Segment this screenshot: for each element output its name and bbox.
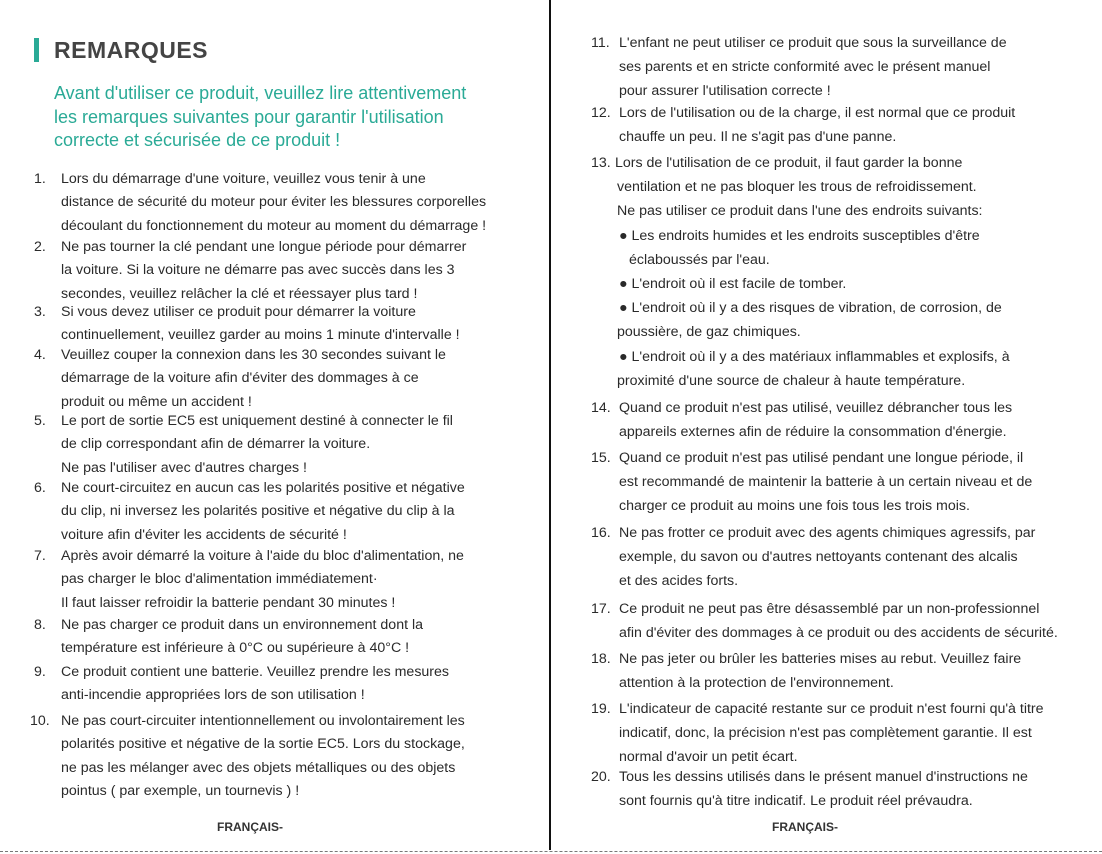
remark-number: 15. xyxy=(591,450,611,466)
intro-line: Avant d'utiliser ce produit, veuillez lire attentivement xyxy=(54,83,467,103)
right-page xyxy=(552,0,1102,854)
remark-line: Ne pas frotter ce produit avec des agents chimiques agressifs, par xyxy=(619,525,1036,541)
remark-text xyxy=(61,168,486,238)
remark-text xyxy=(61,344,446,414)
remark-line: de clip correspondant afin de démarrer la voiture. xyxy=(61,436,371,453)
remark-line: sont fournis qu'à titre indicatif. Le produit réel prévaudra. xyxy=(619,793,973,810)
remark-number: 16. xyxy=(591,525,611,541)
intro-line: les remarques suivantes pour garantir l'utilisation xyxy=(54,106,444,127)
remark-line: chauffe un peu. Il ne s'agit pas d'une panne. xyxy=(619,129,897,146)
remark-number: 4. xyxy=(34,347,46,363)
page-footer-left: FRANÇAIS- xyxy=(217,820,283,834)
page-footer-right: FRANÇAIS- xyxy=(772,820,838,834)
remark-line: ● L'endroit où il est facile de tomber. xyxy=(619,276,847,293)
remark-line: distance de sécurité du moteur pour éviter les blessures corporelles xyxy=(61,194,487,211)
remark-item xyxy=(591,151,1010,393)
remark-line: la voiture. Si la voiture ne démarre pas avec succès dans les 3 xyxy=(61,262,455,279)
remark-line: continuellement, veuillez garder au moins 1 minute d'intervalle ! xyxy=(61,327,460,344)
remark-line: Tous les dessins utilisés dans le présent manuel d'instructions ne xyxy=(619,769,1028,785)
remark-number: 10. xyxy=(30,713,50,729)
remark-line: pas charger le bloc d'alimentation immédiatement· xyxy=(61,571,378,588)
remark-line: température est inférieure à 0°C ou supérieure à 40°C ! xyxy=(61,640,410,657)
remark-item xyxy=(34,545,464,615)
remark-line: Lors du démarrage d'une voiture, veuillez vous tenir à une xyxy=(61,171,426,187)
remark-number: 14. xyxy=(591,400,611,416)
remark-line: Veuillez couper la connexion dans les 30 secondes suivant le xyxy=(61,347,446,363)
remark-text xyxy=(619,597,1058,645)
bottom-cut-line xyxy=(0,851,1102,852)
remark-line: appareils externes afin de réduire la consommation d'énergie. xyxy=(619,424,1007,441)
remark-number: 1. xyxy=(34,171,46,187)
remark-line: Ce produit ne peut pas être désassemblé par un non-professionnel xyxy=(619,601,1040,617)
remark-text xyxy=(61,710,465,804)
remark-text xyxy=(61,614,423,661)
remark-text xyxy=(619,396,1012,444)
remark-text xyxy=(619,521,1035,594)
remark-line: ● L'endroit où il y a des matériaux inflammables et explosifs, à xyxy=(619,348,1010,365)
remark-line: éclaboussés par l'eau. xyxy=(629,251,770,268)
remark-line: ● L'endroit où il y a des risques de vibration, de corrosion, de xyxy=(619,300,1002,317)
remark-item xyxy=(30,710,465,804)
remark-item xyxy=(34,301,460,348)
intro-line: correcte et sécurisée de ce produit ! xyxy=(54,130,341,150)
remark-text xyxy=(619,697,1044,770)
remark-line: attention à la protection de l'environnement. xyxy=(619,675,894,692)
remark-line: Si vous devez utiliser ce produit pour démarrer la voiture xyxy=(61,304,416,320)
remark-text xyxy=(61,301,460,348)
remark-line: ne pas les mélanger avec des objets métalliques ou des objets xyxy=(61,759,456,776)
remark-text xyxy=(619,647,1021,695)
remark-line: indicatif, donc, la précision n'est pas complètement garantie. Il est xyxy=(619,725,1032,742)
remark-item xyxy=(34,168,486,238)
remark-number: 20. xyxy=(591,769,611,785)
remark-line: L'indicateur de capacité restante sur ce produit n'est fourni qu'à titre xyxy=(619,701,1044,717)
remark-line: Quand ce produit n'est pas utilisé, veuillez débrancher tous les xyxy=(619,400,1013,416)
remark-item xyxy=(34,344,446,414)
page-divider xyxy=(549,0,551,850)
remark-line: polarités positive et négative de la sortie EC5. Lors du stockage, xyxy=(61,736,465,753)
remark-line: Ne pas court-circuiter intentionnellement ou involontairement les xyxy=(61,713,465,729)
remark-line: normal d'avoir un petit écart. xyxy=(619,749,798,766)
remark-text xyxy=(615,151,1010,393)
remark-text xyxy=(619,31,1007,104)
remark-item xyxy=(591,521,1035,594)
remark-item xyxy=(591,31,1007,104)
remark-line: Le port de sortie EC5 est uniquement destiné à connecter le fil xyxy=(61,413,453,429)
remark-text xyxy=(619,765,1028,813)
remark-item xyxy=(34,614,423,661)
remark-item xyxy=(591,765,1028,813)
remark-item xyxy=(591,396,1012,444)
remark-text xyxy=(61,545,464,615)
remark-line: Lors de l'utilisation ou de la charge, il est normal que ce produit xyxy=(619,105,1016,121)
remark-line: poussière, de gaz chimiques. xyxy=(617,324,801,341)
remark-text xyxy=(61,410,453,480)
remark-number: 7. xyxy=(34,548,46,564)
remark-line: Ne court-circuitez en aucun cas les polarités positive et négative xyxy=(61,480,465,496)
remark-line: charger ce produit au moins une fois tous les trois mois. xyxy=(619,498,970,515)
remark-text xyxy=(61,661,449,708)
remark-line: proximité d'une source de chaleur à haute température. xyxy=(617,372,966,389)
remark-line: afin d'éviter des dommages à ce produit ou des accidents de sécurité. xyxy=(619,625,1058,642)
remark-item xyxy=(591,446,1032,519)
remark-line: du clip, ni inversez les polarités positive et négative du clip à la xyxy=(61,503,455,520)
remark-text xyxy=(61,477,465,547)
remark-number: 18. xyxy=(591,651,611,667)
remark-number: 17. xyxy=(591,601,611,617)
remark-number: 11. xyxy=(591,35,610,51)
remark-number: 5. xyxy=(34,413,46,429)
heading-accent-bar xyxy=(34,38,39,62)
remark-line: est recommandé de maintenir la batterie à un certain niveau et de xyxy=(619,474,1033,491)
remark-line: produit ou même un accident ! xyxy=(61,393,252,410)
remark-line: pointus ( par exemple, un tournevis ) ! xyxy=(61,783,300,800)
remark-line: Après avoir démarré la voiture à l'aide du bloc d'alimentation, ne xyxy=(61,548,464,564)
remark-line: Ne pas charger ce produit dans un environnement dont la xyxy=(61,617,424,633)
remark-number: 8. xyxy=(34,617,46,633)
remark-line: découlant du fonctionnement du moteur au moment du démarrage ! xyxy=(61,217,487,234)
remark-text xyxy=(61,236,466,306)
remark-line: ses parents et en stricte conformité avec le présent manuel xyxy=(619,59,991,76)
remark-line: voiture afin d'éviter les accidents de sécurité ! xyxy=(61,526,347,543)
remark-item xyxy=(34,661,449,708)
remark-line: pour assurer l'utilisation correcte ! xyxy=(619,83,831,100)
remark-number: 19. xyxy=(591,701,611,717)
remark-line: anti-incendie appropriées lors de son utilisation ! xyxy=(61,687,365,704)
remark-line: Lors de l'utilisation de ce produit, il faut garder la bonne xyxy=(615,155,963,171)
remark-line: secondes, veuillez relâcher la clé et réessayer plus tard ! xyxy=(61,285,418,302)
remark-text xyxy=(619,101,1015,149)
remark-line: Ne pas l'utiliser avec d'autres charges ! xyxy=(61,459,307,476)
remark-number: 9. xyxy=(34,664,46,680)
remark-item xyxy=(591,101,1015,149)
remark-item xyxy=(34,236,466,306)
remark-number: 2. xyxy=(34,239,46,255)
remark-line: Ne pas tourner la clé pendant une longue période pour démarrer xyxy=(61,239,467,255)
remark-line: Quand ce produit n'est pas utilisé pendant une longue période, il xyxy=(619,450,1024,466)
remark-text xyxy=(619,446,1032,519)
remark-number: 13. xyxy=(591,155,611,171)
remark-line: exemple, du savon ou d'autres nettoyants contenant des alcalis xyxy=(619,549,1018,566)
intro-paragraph xyxy=(54,82,524,153)
remark-number: 3. xyxy=(34,304,46,320)
remark-line: L'enfant ne peut utiliser ce produit que sous la surveillance de xyxy=(619,35,1007,51)
remark-item xyxy=(591,647,1021,695)
remark-line: ventilation et ne pas bloquer les trous de refroidissement. xyxy=(617,179,977,196)
remark-item xyxy=(591,597,1058,645)
remark-item xyxy=(34,477,465,547)
remark-line: démarrage de la voiture afin d'éviter des dommages à ce xyxy=(61,370,419,387)
left-page xyxy=(0,0,550,854)
remark-line: Ne pas jeter ou brûler les batteries mises au rebut. Veuillez faire xyxy=(619,651,1022,667)
remark-number: 6. xyxy=(34,480,46,496)
remark-line: Il faut laisser refroidir la batterie pendant 30 minutes ! xyxy=(61,594,396,611)
remark-number: 12. xyxy=(591,105,611,121)
page-title: REMARQUES xyxy=(54,37,209,63)
remark-line: Ne pas utiliser ce produit dans l'une des endroits suivants: xyxy=(617,203,983,220)
remark-item xyxy=(34,410,453,480)
remark-line: et des acides forts. xyxy=(619,573,739,590)
remark-line: ● Les endroits humides et les endroits susceptibles d'être xyxy=(619,227,980,244)
remark-line: Ce produit contient une batterie. Veuillez prendre les mesures xyxy=(61,664,450,680)
remark-item xyxy=(591,697,1044,770)
